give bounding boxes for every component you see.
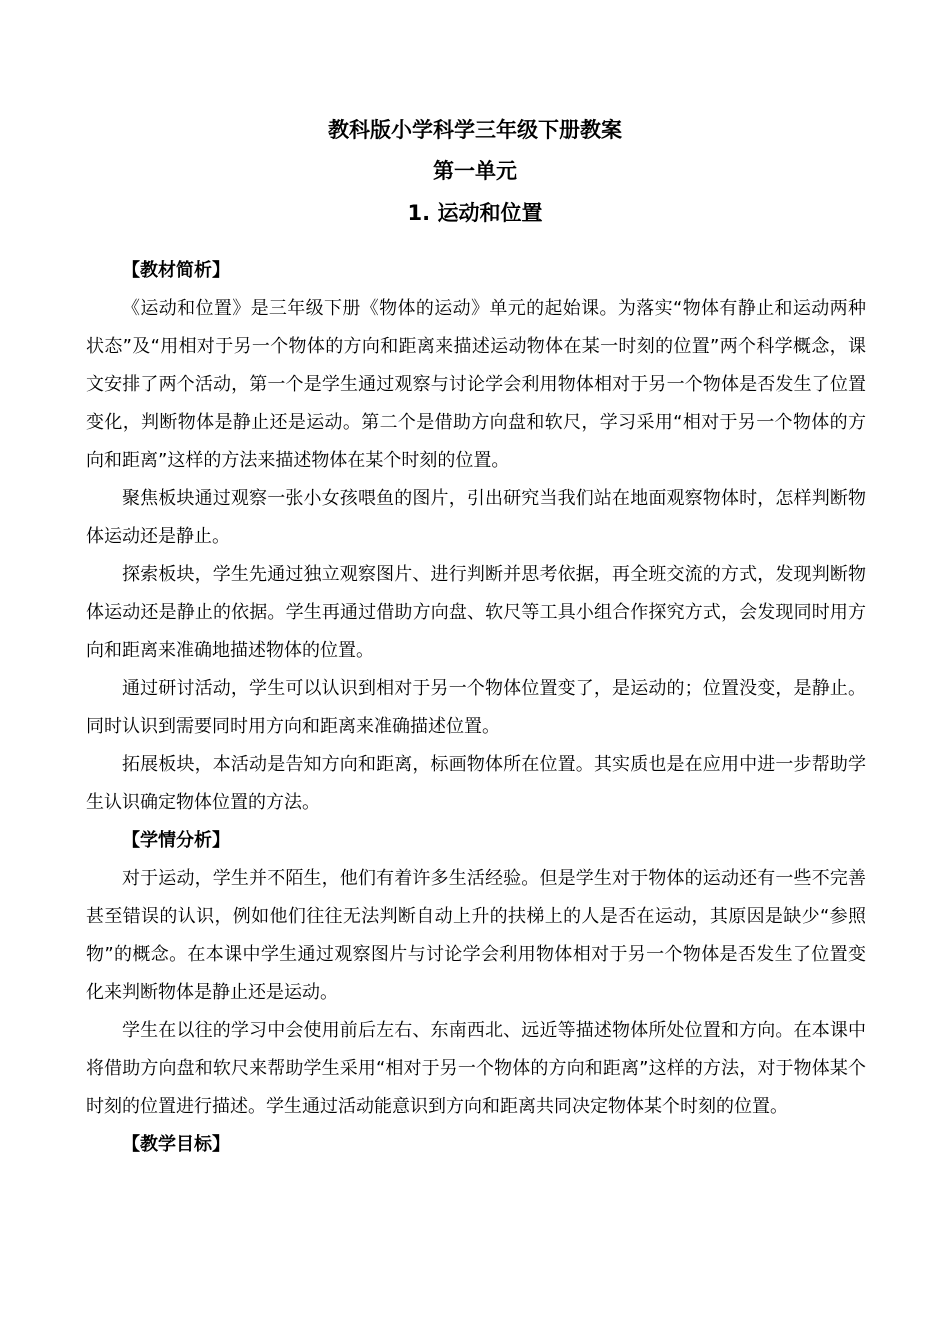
section-heading-materials: 【教材简析】 (122, 260, 230, 281)
lesson-title: 1. 运动和位置 (407, 201, 543, 225)
paragraph: 拓展板块，本活动是告知方向和距离，标画物体所在位置。其实质也是在应用中进一步帮助学生认识确定物体位置的方法。 (86, 754, 866, 813)
paragraph: 《运动和位置》是三年级下册《物体的运动》单元的起始课。为落实“物体有静止和运动两种状态”及“用相对于另一个物体的方向和距离来描述运动物体在某一时刻的位置”两个科学概念，课文安排了两个活动，第一个是学生通过观察与讨论学会利用物体相对于另一个物体是否发生了位置变化，判断物体是静止还是运动。第二个是借助方向盘和软尺，学习采用“相对于另一个物体的方向和距离”这样的方法来描述物体在某个时刻的位置。 (86, 298, 866, 471)
paragraph: 探索板块，学生先通过独立观察图片、进行判断并思考依据，再全班交流的方式，发现判断物体运动还是静止的依据。学生再通过借助方向盘、软尺等工具小组合作探究方式，会发现同时用方向和距离来准确地描述物体的位置。 (86, 564, 866, 661)
unit-title: 第一单元 (433, 159, 517, 183)
document-body (86, 252, 866, 1164)
section-heading-students: 【学情分析】 (122, 830, 230, 851)
paragraph: 对于运动，学生并不陌生，他们有着许多生活经验。但是学生对于物体的运动还有一些不完善甚至错误的认识，例如他们往往无法判断自动上升的扶梯上的人是否在运动，其原因是缺少“参照物”的概念。在本课中学生通过观察图片与讨论学会利用物体相对于另一个物体是否发生了位置变化来判断物体是静止还是运动。 (86, 868, 866, 1003)
section-heading-goals: 【教学目标】 (122, 1134, 230, 1155)
paragraph: 聚焦板块通过观察一张小女孩喂鱼的图片，引出研究当我们站在地面观察物体时，怎样判断物体运动还是静止。 (86, 488, 866, 547)
paragraph: 通过研讨活动，学生可以认识到相对于另一个物体位置变了，是运动的；位置没变，是静止。同时认识到需要同时用方向和距离来准确描述位置。 (86, 678, 866, 737)
document-title: 教科版小学科学三年级下册教案 (328, 118, 622, 142)
paragraph: 学生在以往的学习中会使用前后左右、东南西北、远近等描述物体所处位置和方向。在本课中将借助方向盘和软尺来帮助学生采用“相对于另一个物体的方向和距离”这样的方法，对于物体某个时刻的位置进行描述。学生通过活动能意识到方向和距离共同决定物体某个时刻的位置。 (86, 1020, 866, 1117)
